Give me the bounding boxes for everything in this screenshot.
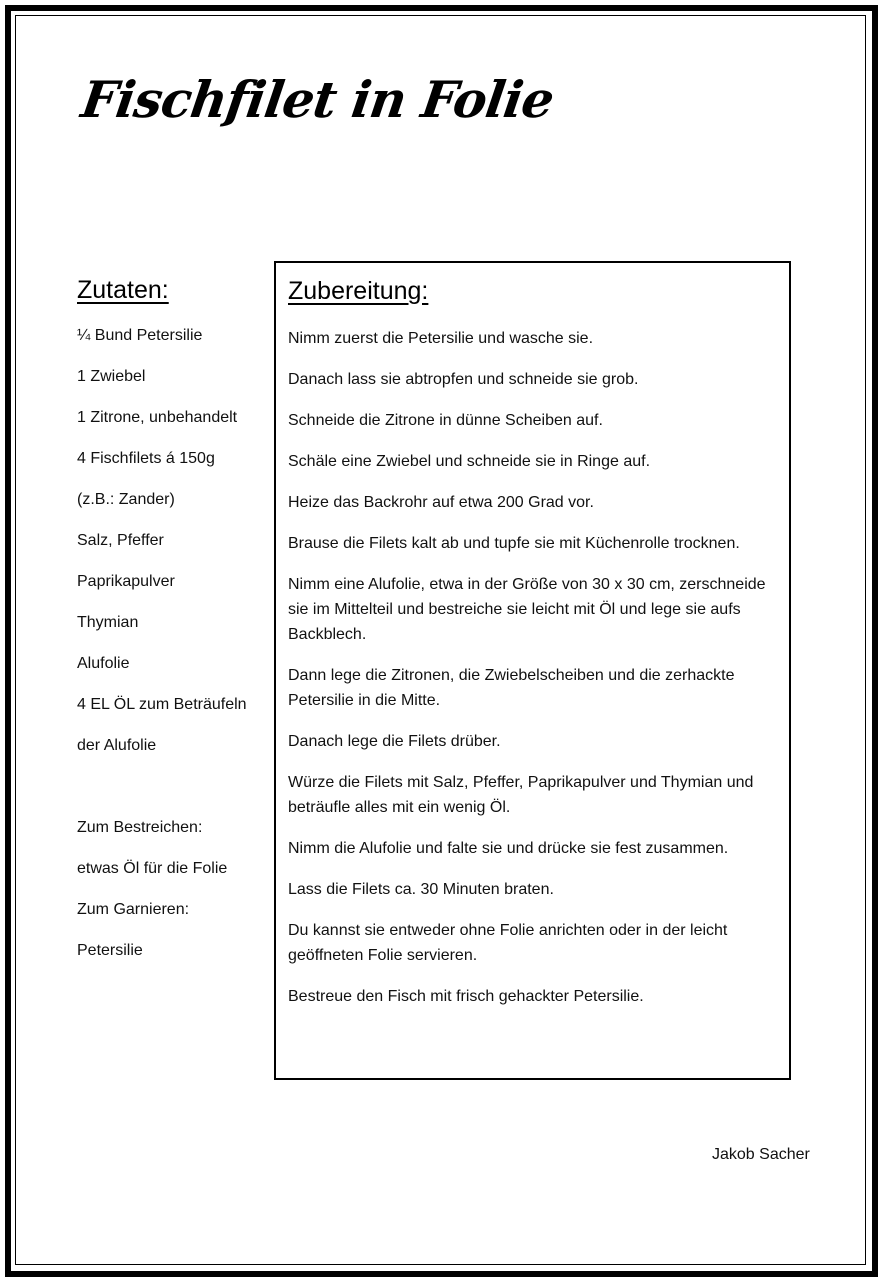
preparation-step: Bestreue den Fisch mit frisch gehackter Petersilie. [288,988,644,1005]
ingredient-item: ¼ Bund Petersilie [77,327,203,344]
preparation-step: Du kannst sie entweder ohne Folie anrichten oder in der leicht geöffneten Folie servieren. [288,922,728,964]
ingredient-item: Zum Bestreichen: [77,819,203,836]
preparation-step: Nimm eine Alufolie, etwa in der Größe von 30 x 30 cm, zerschneide sie im Mittelteil und bestreiche sie leicht mit Öl und lege sie aufs Backblech. [288,576,766,643]
ingredients-section [77,272,267,959]
preparation-step: Schneide die Zitrone in dünne Scheiben auf. [288,412,603,429]
preparation-heading: Zubereitung: [288,277,429,305]
ingredient-item: 4 EL ÖL zum Beträufeln [77,696,247,713]
recipe-title: Fischfilet in Folie [77,70,558,129]
ingredient-item: 1 Zwiebel [77,368,146,385]
ingredient-item: etwas Öl für die Folie [77,860,228,877]
preparation-step: Lass die Filets ca. 30 Minuten braten. [288,881,554,898]
preparation-step: Dann lege die Zitronen, die Zwiebelscheiben und die zerhackte Petersilie in die Mitte. [288,667,735,709]
preparation-step: Danach lege die Filets drüber. [288,733,501,750]
preparation-step: Heize das Backrohr auf etwa 200 Grad vor. [288,494,594,511]
ingredient-item: Petersilie [77,942,143,959]
preparation-step: Brause die Filets kalt ab und tupfe sie mit Küchenrolle trocknen. [288,535,740,552]
ingredient-item: Paprikapulver [77,573,175,590]
preparation-step: Nimm die Alufolie und falte sie und drücke sie fest zusammen. [288,840,729,857]
ingredient-item: Salz, Pfeffer [77,532,164,549]
ingredient-item: 4 Fischfilets á 150g [77,450,215,467]
ingredient-item: Zum Garnieren: [77,901,190,918]
preparation-box [274,261,791,1080]
preparation-step: Schäle eine Zwiebel und schneide sie in Ringe auf. [288,453,651,470]
preparation-step: Würze die Filets mit Salz, Pfeffer, Paprikapulver und Thymian und beträufle alles mit ein wenig Öl. [288,774,754,816]
preparation-steps [288,326,778,1025]
preparation-step: Danach lass sie abtropfen und schneide sie grob. [288,371,639,388]
author-signature: Jakob Sacher [712,1146,810,1163]
ingredient-item: Alufolie [77,655,130,672]
ingredient-item: Thymian [77,614,139,631]
ingredient-item: der Alufolie [77,737,157,754]
ingredient-item: 1 Zitrone, unbehandelt [77,409,238,426]
ingredients-heading: Zutaten: [77,276,169,304]
ingredient-item: (z.B.: Zander) [77,491,175,508]
preparation-step: Nimm zuerst die Petersilie und wasche sie. [288,330,594,347]
